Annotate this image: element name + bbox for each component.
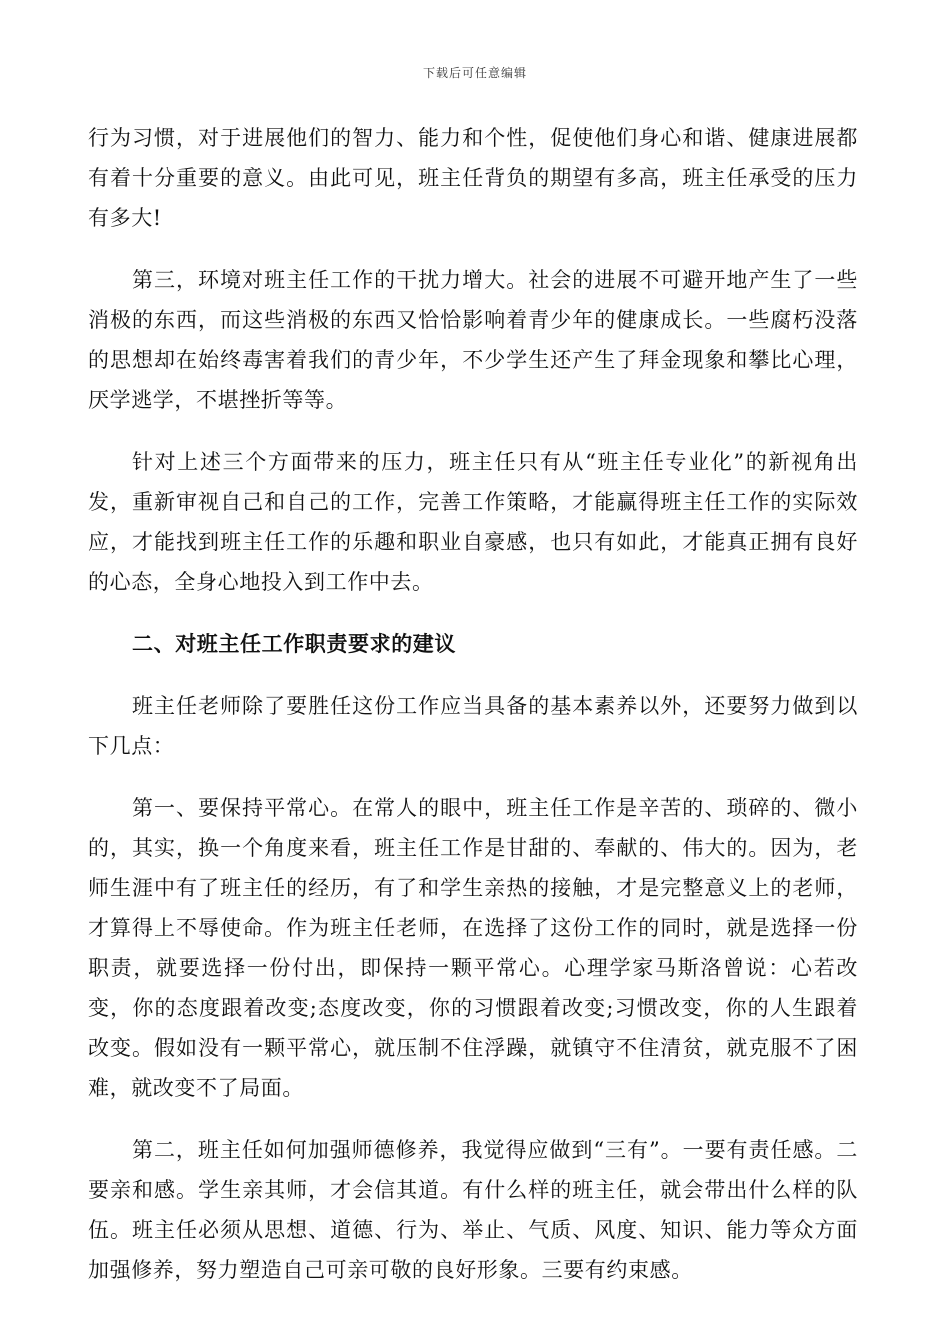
paragraph-second-point: 第二，班主任如何加强师德修养，我觉得应做到“三有”。一要有责任感。二要亲和感。学生亲其师，才会信其道。有什么样的班主任，就会带出什么样的队伍。班主任必须从思想、道德、行为、举止、气质、风度、知识、能力等众方面加强修养，努力塑造自己可亲可敬的良好形象。三要有约束感。 <box>88 1138 858 1282</box>
page-header: 下载后可任意编辑 <box>422 66 527 80</box>
document-body <box>88 118 858 1312</box>
paragraph-first-point: 第一、要保持平常心。在常人的眼中，班主任工作是辛苦的、琐碎的、微小的，其实，换一个角度来看，班主任工作是甘甜的、奉献的、伟大的。因为，老师生涯中有了班主任的经历，有了和学生亲热的接触，才是完整意义上的老师，才算得上不辱使命。作为班主任老师，在选择了这份工作的同时，就是选择一份职责，就要选择一份付出，即保持一颗平常心。心理学家马斯洛曾说：心若改变，你的态度跟着改变;态度改变，你的习惯跟着改变;习惯改变，你的人生跟着改变。假如没有一颗平常心，就压制不住浮躁，就镇守不住清贫，就克服不了困难，就改变不了局面。 <box>88 796 858 1100</box>
paragraph-continuation: 行为习惯，对于进展他们的智力、能力和个性，促使他们身心和谐、健康进展都有着十分重要的意义。由此可见，班主任背负的期望有多高，班主任承受的压力有多大! <box>88 126 858 230</box>
paragraph-third-point: 第三，环境对班主任工作的干扰力增大。社会的进展不可避开地产生了一些消极的东西，而这些消极的东西又恰恰影响着青少年的健康成长。一些腐朽没落的思想却在始终毒害着我们的青少年，不少学生还产生了拜金现象和攀比心理，厌学逃学，不堪挫折等等。 <box>88 268 858 412</box>
paragraph-intro: 班主任老师除了要胜任这份工作应当具备的基本素养以外，还要努力做到以下几点： <box>88 694 858 758</box>
section-heading: 二、对班主任工作职责要求的建议 <box>132 631 456 656</box>
paragraph-response: 针对上述三个方面带来的压力，班主任只有从“班主任专业化”的新视角出发，重新审视自己和自己的工作，完善工作策略，才能赢得班主任工作的实际效应，才能找到班主任工作的乐趣和职业自豪感，也只有如此，才能真正拥有良好的心态，全身心地投入到工作中去。 <box>88 450 858 594</box>
